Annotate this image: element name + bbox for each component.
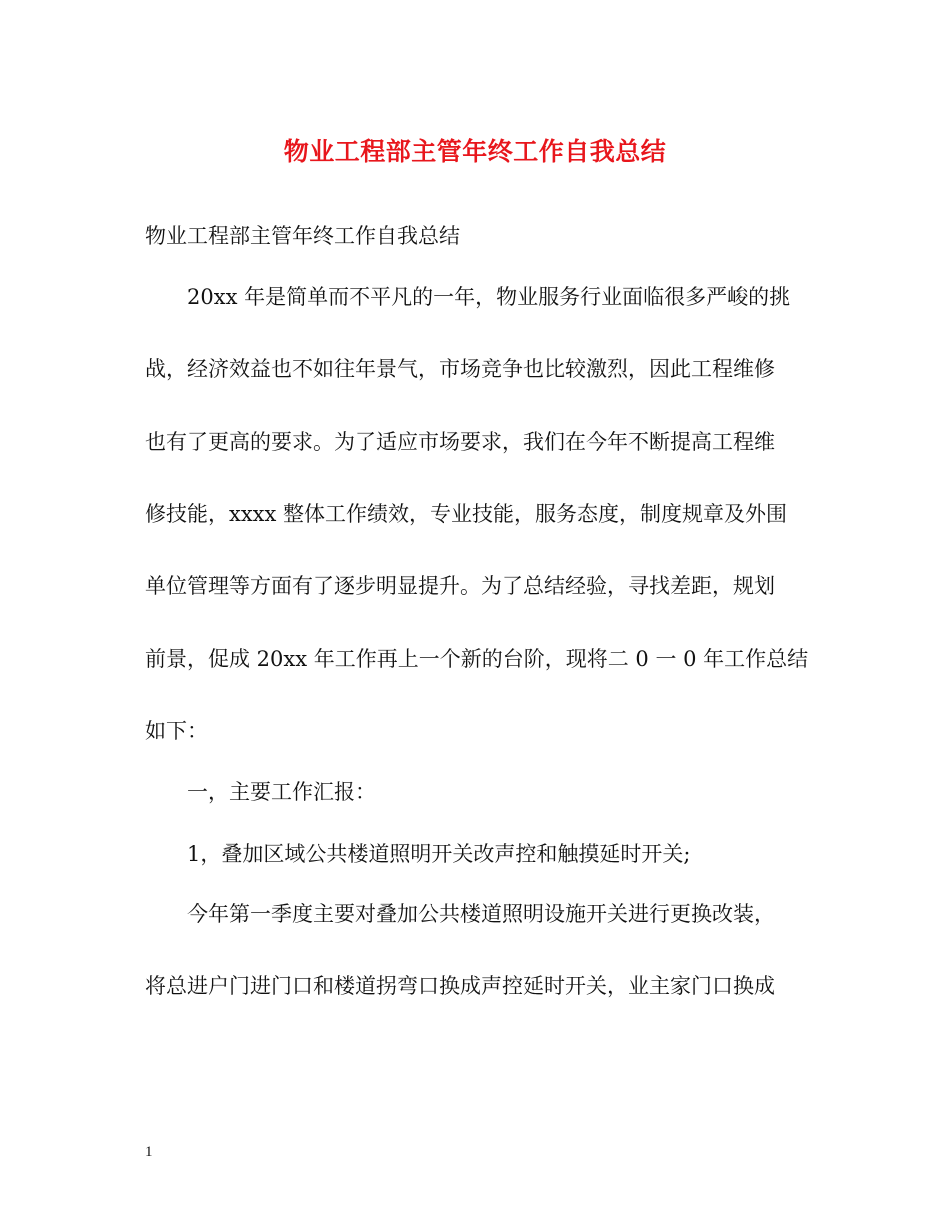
paragraph-line: 今年第一季度主要对叠加公共楼道照明设施开关进行更换改装， [187,902,775,926]
paragraph-line: 也有了更高的要求。为了适应市场要求，我们在今年不断提高工程维 [145,430,775,454]
document-title: 物业工程部主管年终工作自我总结 [283,137,667,166]
page-number: 1 [145,1144,153,1160]
subtitle-line: 物业工程部主管年终工作自我总结 [145,224,460,248]
list-item-heading: 1，叠加区域公共楼道照明开关改声控和触摸延时开关; [187,842,691,866]
paragraph-line: 前景，促成 20xx 年工作再上一个新的台阶，现将二 0 一 0 年工作总结 [145,647,809,671]
paragraph-line: 战，经济效益也不如往年景气，市场竞争也比较激烈，因此工程维修 [145,357,775,381]
paragraph-line: 20xx 年是简单而不平凡的一年，物业服务行业面临很多严峻的挑 [187,285,791,309]
section-heading: 一，主要工作汇报： [187,780,376,804]
paragraph-line: 单位管理等方面有了逐步明显提升。为了总结经验，寻找差距，规划 [145,574,775,598]
paragraph-line: 如下： [145,719,208,743]
paragraph-line: 修技能，xxxx 整体工作绩效，专业技能，服务态度，制度规章及外围 [145,502,788,526]
paragraph-line: 将总进户门进门口和楼道拐弯口换成声控延时开关，业主家门口换成 [145,974,775,998]
